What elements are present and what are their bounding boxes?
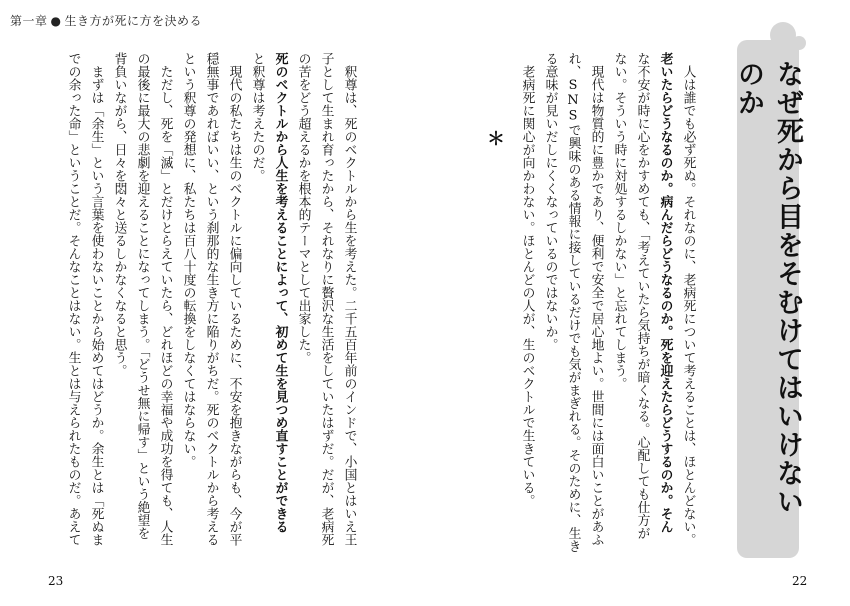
- text-column: 背負いながら、日々を悶々と送るしかなくなると思う。: [111, 52, 127, 377]
- text-column: 人は誰でも必ず死ぬ。それなのに、老病死について考えることは、ほとんどない。: [680, 65, 696, 546]
- page-number-left: 23: [48, 574, 64, 588]
- chapter-label: 第一章: [10, 14, 48, 28]
- bullet-icon: ●: [50, 14, 62, 28]
- page-number-right: 22: [792, 574, 808, 588]
- text-column: の苦をどう超えるかを根本的テーマとして出家した。: [295, 52, 311, 364]
- text-column: な不安が時に心をかすめても、「考えていたら気持ちが暗くなる。心配しても仕方が: [634, 52, 650, 540]
- text-column: 現代は物質的に豊かであり、便利で安全で居心地よい。世間には面白いことがあふ: [588, 65, 604, 546]
- running-header: [10, 12, 202, 29]
- text-column: 老病死に関心が向かわない。ほとんどの人が、生のベクトルで生きている。: [519, 65, 535, 507]
- text-column: 老いたらどうなるのか。病んだらどうなるのか。死を迎えたらどうするのか。そん: [657, 52, 673, 533]
- section-title: なぜ死から目をそむけてはいけないのか: [733, 60, 803, 516]
- text-column: という釈尊の発想に、私たちは百八十度の転換をしなくてはならない。: [180, 52, 196, 468]
- text-column: ただし、死を「滅」とだけとらえていたら、どれほどの幸福や成功を得ても、人生: [157, 65, 173, 546]
- text-column: れ、SNSで興味のある情報に接しているだけでも気がまぎれる。そのために、生き: [565, 52, 581, 553]
- text-column: る意味が見いだしにくくなっているのではないか。: [542, 52, 558, 351]
- text-column: での余った命」ということだ。そんなことはない。生とは与えられたものだ。あえて: [65, 52, 81, 546]
- section-separator: ＊: [487, 129, 505, 150]
- text-column: 現代の私たちは生のベクトルに偏向しているために、不安を抱きながらも、今が平: [226, 65, 242, 546]
- text-column: 釈尊は、死のベクトルから生を考えた。二千五百年前のインドで、小国とはいえ王: [341, 65, 357, 546]
- text-column: 死のベクトルから人生を考えることによって、初めて生を見つめ直すことができる: [272, 52, 288, 533]
- text-column: の最後に最大の悲劇を迎えることになってしまう。「どうせ無に帰す」という絶望を: [134, 52, 150, 540]
- text-column: 穏無事であればいい、という刹那的な生き方に陥りがちだ。死のベクトルから考える: [203, 52, 219, 546]
- text-column: まずは「余生」という言葉を使わないことから始めてはどうか。余生とは「死ぬま: [88, 65, 104, 546]
- chapter-subtitle: 生き方が死に方を決める: [64, 14, 203, 28]
- text-column: と釈尊は考えたのだ。: [249, 52, 265, 182]
- text-column: ない。そういう時に対処するしかない」と忘れてしまう。: [611, 52, 627, 390]
- text-column: 子として生まれ育ったから、それなりに贅沢な生活をしていたはずだ。だが、老病死: [318, 52, 334, 546]
